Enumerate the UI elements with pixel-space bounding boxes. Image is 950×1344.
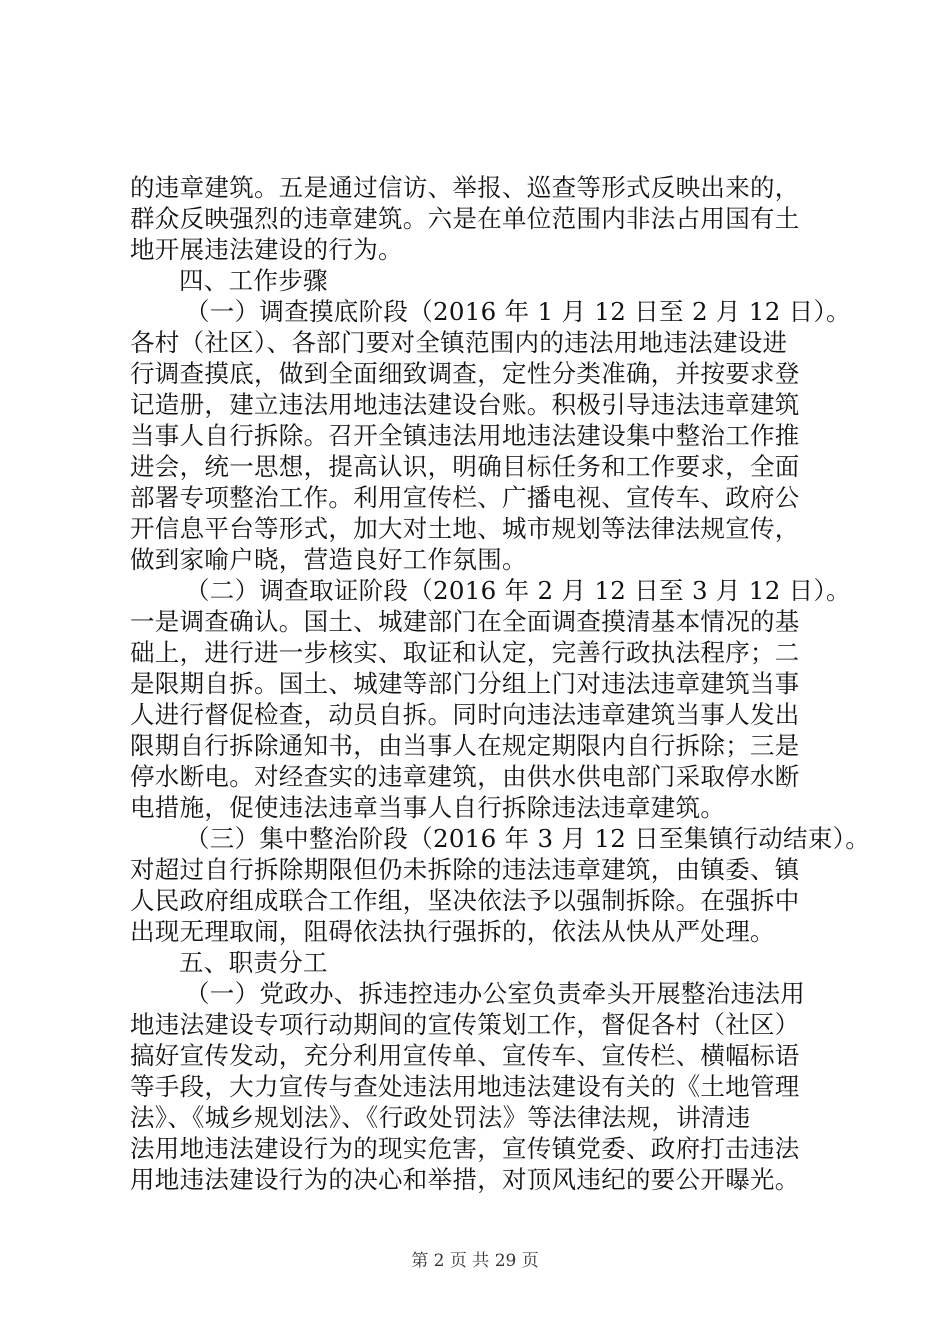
section-heading-work-steps: 四、工作步骤 [179,266,328,295]
body-line: 停水断电。对经查实的违章建筑，由供水供电部门采取停水断 [130,762,800,791]
body-line: 群众反映强烈的违章建筑。六是在单位范围内非法占用国有土 [130,204,800,233]
body-line: 用地违法建设行为的决心和举措，对顶风违纪的要公开曝光。 [130,1165,800,1194]
body-line: 当事人自行拆除。召开全镇违法用地违法建设集中整治工作推 [130,421,800,450]
body-line: 部署专项整治工作。利用宣传栏、广播电视、宣传车、政府公 [130,483,800,512]
body-line: 是限期自拆。国土、城建等部门分组上门对违法违章建筑当事 [130,669,800,698]
body-line: 地违法建设专项行动期间的宣传策划工作，督促各村（社区） [130,1010,800,1039]
body-line: 搞好宣传发动，充分利用宣传单、宣传车、宣传栏、横幅标语 [130,1041,800,1070]
body-line: 的违章建筑。五是通过信访、举报、巡查等形式反映出来的， [130,173,800,202]
body-line: 限期自行拆除通知书，由当事人在规定期限内自行拆除；三是 [130,731,800,760]
body-line: 法》、《城乡规划法》、《行政处罚法》等法律法规，讲清违 [130,1103,751,1132]
subsection-party-office: （一）党政办、拆违控违办公室负责牵头开展整治违法用 [185,979,805,1008]
body-line: 对超过自行拆除期限但仍未拆除的违法违章建筑，由镇委、镇 [130,855,800,884]
body-line: 础上，进行进一步核实、取证和认定，完善行政执法程序；二 [130,638,800,667]
body-line: 一是调查确认。国土、城建部门在全面调查摸清基本情况的基 [130,607,800,636]
subsection-heading-rectification: （三）集中整治阶段（2016 年 3 月 12 日至集镇行动结束）。 [185,824,870,853]
body-line: 出现无理取闹，阻碍依法执行强拆的，依法从快从严处理。 [130,917,775,946]
body-line: 人进行督促检查，动员自拆。同时向违法违章建筑当事人发出 [130,700,800,729]
body-line: 电措施，促使违法违章当事人自行拆除违法违章建筑。 [130,793,726,822]
page-number-footer: 第 2 页 共 29 页 [411,1251,539,1271]
body-line: 做到家喻户晓，营造良好工作氛围。 [130,545,527,574]
subsection-heading-evidence: （二）调查取证阶段（2016 年 2 月 12 日至 3 月 12 日）。 [185,576,851,605]
body-line: 开信息平台等形式，加大对土地、城市规划等法律法规宣传， [130,514,800,543]
subsection-heading-survey: （一）调查摸底阶段（2016 年 1 月 12 日至 2 月 12 日）。 [185,297,851,326]
body-line: 进会，统一思想，提高认识，明确目标任务和工作要求，全面 [130,452,800,481]
body-line: 记造册，建立违法用地违法建设台账。积极引导违法违章建筑 [130,390,800,419]
body-line: 法用地违法建设行为的现实危害，宣传镇党委、政府打击违法 [130,1134,800,1163]
body-line: 各村（社区）、各部门要对全镇范围内的违法用地违法建设进 [130,328,788,357]
body-line: 地开展违法建设的行为。 [130,235,403,264]
body-line: 等手段，大力宣传与查处违法用地违法建设有关的《土地管理 [130,1072,800,1101]
section-heading-responsibilities: 五、职责分工 [179,948,328,977]
body-line: 人民政府组成联合工作组，坚决依法予以强制拆除。在强拆中 [130,886,800,915]
body-line: 行调查摸底，做到全面细致调查，定性分类准确，并按要求登 [130,359,800,388]
document-body [130,172,870,1195]
